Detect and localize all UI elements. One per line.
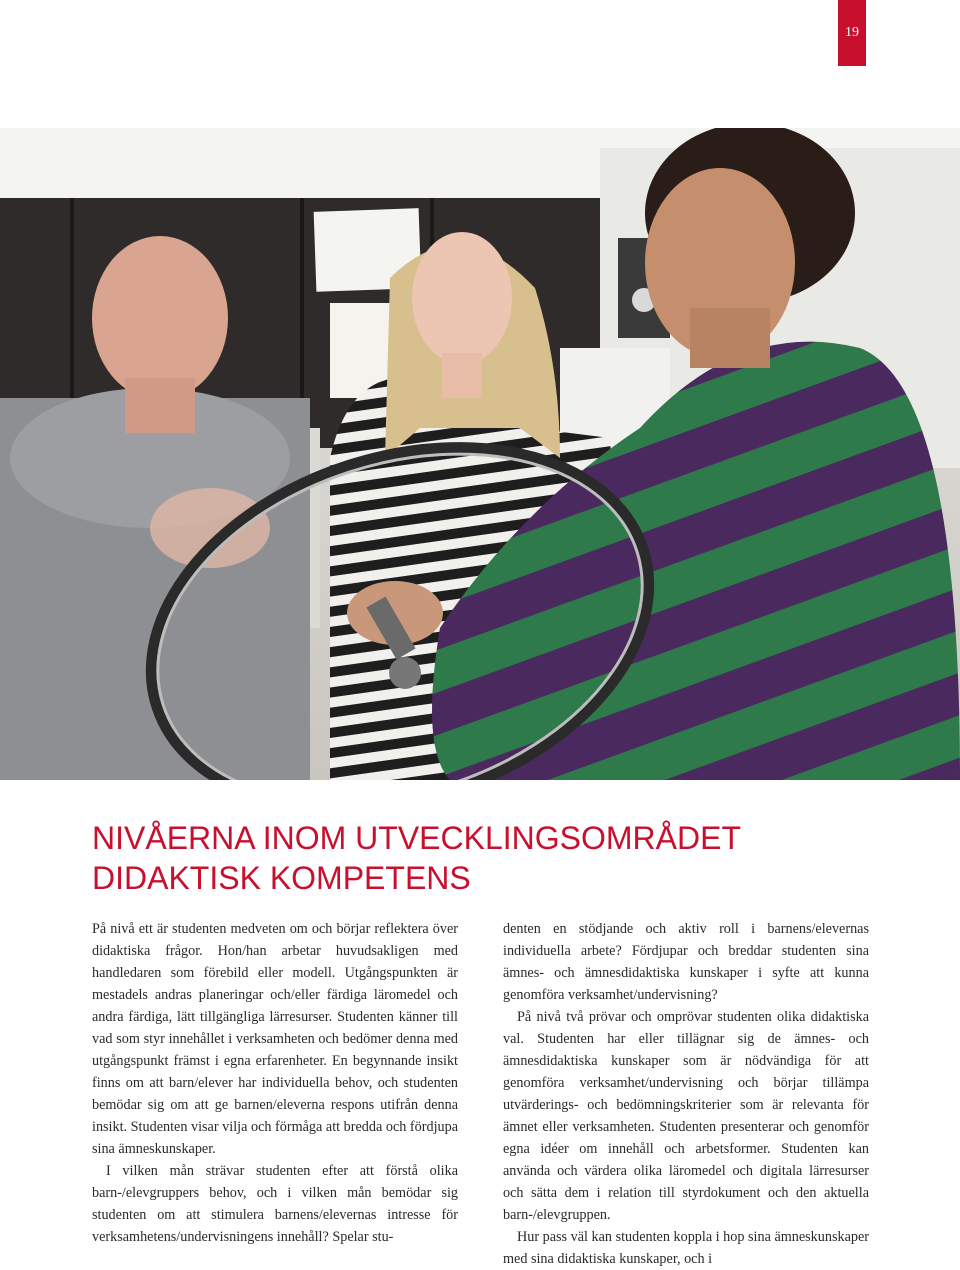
photo (0, 128, 960, 780)
paragraph: denten en stödjande och aktiv roll i barnens/elevernas individuella arbete? Fördjupar och breddar studenten sina ämnes- och ämnesdidaktiska kunskaper i syfte att kunna genomföra verksamhet/undervisning? (503, 921, 869, 1003)
paragraph: På nivå två prövar och omprövar studenten olika didaktiska val. Studenten har eller tillägnar sig de ämnes- och ämnesdidaktiska kunskaper som är nödvändiga för att genomföra verksamhet/undervisning och börjar tillämpa utvärderings- och bedömningskriterier som är relevanta för ämnet eller verksamheten. Studenten presenterar och genomför egna idéer om innehåll och arbetsformer. Studenten kan använda och värdera olika läromedel och digitala lärresurser och sätta dem i relation till styrdokument och den aktuella barn-/elevgruppen. (503, 1009, 869, 1223)
paragraph: Hur pass väl kan studenten koppla i hop sina ämneskunskaper med sina didaktiska kunskaper, och i (503, 1229, 869, 1267)
paragraph: På nivå ett är studenten medveten om och börjar reflektera över didaktiska frågor. Hon/han arbetar huvudsakligen med handledaren som förebild eller modell. Utgångspunkten är mestadels andras planeringar och/eller färdiga läromedel och andra färdiga, lätt tillgängliga lärresurser. Studenten känner till vad som styr innehållet i verksamheten och bedömer denna med utgångspunkt främst i egna erfarenheter. En begynnande insikt finns om att barn/elever har individuella behov, och studenten bemödar sig om att ge barnen/eleverna respons utifrån denna insikt. Studenten visar vilja och förmåga att bredda och fördjupa sina ämneskunskaper. (92, 921, 458, 1157)
page-number: 19 (845, 25, 859, 40)
section-heading (92, 818, 741, 898)
paragraph: I vilken mån strävar studenten efter att förstå olika barn-/elevgruppers behov, och i vilken mån bemödar sig studenten om att stimulera barnens/elevernas intresse för verksamhetens/undervisningens innehåll? Spelar stu- (92, 1163, 458, 1245)
page-number-tab (838, 0, 866, 66)
heading-line-1: NIVÅERNA INOM UTVECKLINGSOMRÅDET (92, 820, 741, 856)
right-column (503, 918, 869, 1270)
photo-icon (0, 128, 960, 780)
left-column (92, 918, 458, 1248)
heading-line-2: DIDAKTISK KOMPETENS (92, 860, 471, 896)
